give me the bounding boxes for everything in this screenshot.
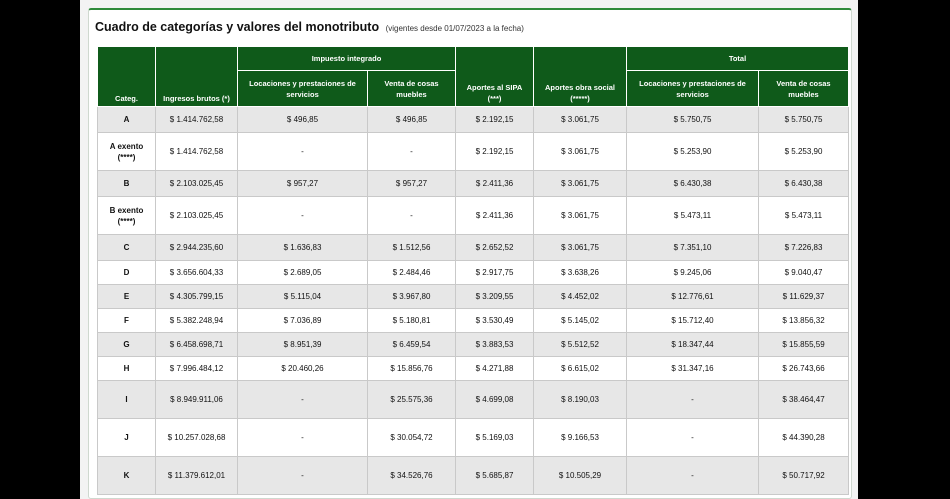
cell-imp-venta: $ 34.526,76: [368, 457, 456, 495]
table-row: [98, 197, 849, 235]
cell-obra-social: $ 3.061,75: [534, 197, 627, 235]
cell-sipa: $ 3.883,53: [456, 333, 534, 357]
cell-total-venta: $ 7.226,83: [759, 235, 849, 261]
cell-ingresos: $ 6.458.698,71: [156, 333, 238, 357]
cell-total-venta: $ 6.430,38: [759, 171, 849, 197]
cell-categ: [98, 107, 156, 133]
cell-ingresos: $ 8.949.911,06: [156, 381, 238, 419]
cell-imp-venta: $ 30.054,72: [368, 419, 456, 457]
cell-imp-venta: $ 15.856,76: [368, 357, 456, 381]
cell-total-locaciones: -: [627, 457, 759, 495]
categ-label: E: [123, 292, 130, 301]
cell-ingresos: $ 10.257.028,68: [156, 419, 238, 457]
cell-imp-locaciones: $ 8.951,39: [238, 333, 368, 357]
cell-ingresos: $ 2.944.235,60: [156, 235, 238, 261]
cell-total-locaciones: $ 6.430,38: [627, 171, 759, 197]
cell-sipa: $ 3.209,55: [456, 285, 534, 309]
header-impuesto-integrado: Impuesto integrado: [238, 47, 456, 71]
categ-label: G: [123, 340, 130, 349]
cell-sipa: $ 5.169,03: [456, 419, 534, 457]
cell-imp-venta: $ 496,85: [368, 107, 456, 133]
categ-note: (****): [117, 216, 136, 226]
cell-total-locaciones: $ 5.253,90: [627, 133, 759, 171]
cell-categ: [98, 333, 156, 357]
cell-categ: [98, 171, 156, 197]
cell-total-locaciones: $ 9.245,06: [627, 261, 759, 285]
cell-obra-social: $ 3.061,75: [534, 107, 627, 133]
categ-label: B: [123, 179, 130, 188]
table-title: [95, 20, 524, 34]
cell-imp-locaciones: -: [238, 133, 368, 171]
cell-total-venta: $ 15.855,59: [759, 333, 849, 357]
cell-total-locaciones: $ 15.712,40: [627, 309, 759, 333]
title-text: Cuadro de categorías y valores del monotributo: [95, 20, 380, 34]
cell-imp-locaciones: -: [238, 381, 368, 419]
categ-label: H: [123, 364, 130, 373]
header-total-locaciones: Locaciones y prestaciones de servicios: [627, 71, 759, 107]
cell-imp-locaciones: -: [238, 419, 368, 457]
cell-total-locaciones: -: [627, 381, 759, 419]
header-imp-locaciones: Locaciones y prestaciones de servicios: [238, 71, 368, 107]
cell-imp-venta: -: [368, 197, 456, 235]
cell-sipa: $ 2.411,36: [456, 171, 534, 197]
cell-imp-venta: $ 5.180,81: [368, 309, 456, 333]
header-obra-social: Aportes obra social (*****): [534, 47, 627, 107]
cell-total-venta: $ 9.040,47: [759, 261, 849, 285]
cell-imp-venta: $ 25.575,36: [368, 381, 456, 419]
table-row: [98, 381, 849, 419]
cell-categ: [98, 357, 156, 381]
header-ingresos: Ingresos brutos (*): [156, 47, 238, 107]
cell-total-venta: $ 13.856,32: [759, 309, 849, 333]
table-row: [98, 235, 849, 261]
cell-imp-venta: $ 1.512,56: [368, 235, 456, 261]
cell-total-locaciones: $ 5.473,11: [627, 197, 759, 235]
cell-total-venta: $ 26.743,66: [759, 357, 849, 381]
categ-label: C: [123, 243, 130, 252]
cell-imp-locaciones: $ 957,27: [238, 171, 368, 197]
cell-obra-social: $ 3.061,75: [534, 133, 627, 171]
cell-ingresos: $ 5.382.248,94: [156, 309, 238, 333]
cell-ingresos: $ 2.103.025,45: [156, 171, 238, 197]
cell-ingresos: $ 2.103.025,45: [156, 197, 238, 235]
cell-obra-social: $ 5.512,52: [534, 333, 627, 357]
cell-imp-venta: $ 6.459,54: [368, 333, 456, 357]
cell-imp-locaciones: $ 20.460,26: [238, 357, 368, 381]
cell-imp-venta: $ 957,27: [368, 171, 456, 197]
table-row: [98, 309, 849, 333]
cell-categ: [98, 285, 156, 309]
cell-total-locaciones: $ 12.776,61: [627, 285, 759, 309]
cell-sipa: $ 2.917,75: [456, 261, 534, 285]
cell-total-venta: $ 5.473,11: [759, 197, 849, 235]
cell-sipa: $ 2.411,36: [456, 197, 534, 235]
categ-label: A exento: [109, 141, 144, 151]
cell-obra-social: $ 5.145,02: [534, 309, 627, 333]
cell-obra-social: $ 3.638,26: [534, 261, 627, 285]
cell-sipa: $ 3.530,49: [456, 309, 534, 333]
cell-imp-locaciones: -: [238, 197, 368, 235]
header-total-venta: Venta de cosas muebles: [759, 71, 849, 107]
monotributo-table: [97, 46, 849, 495]
cell-ingresos: $ 3.656.604,33: [156, 261, 238, 285]
cell-imp-venta: -: [368, 133, 456, 171]
cell-ingresos: $ 4.305.799,15: [156, 285, 238, 309]
cell-total-venta: $ 11.629,37: [759, 285, 849, 309]
cell-sipa: $ 4.699,08: [456, 381, 534, 419]
cell-total-locaciones: $ 18.347,44: [627, 333, 759, 357]
table-row: [98, 107, 849, 133]
table-row: [98, 357, 849, 381]
table-row: [98, 133, 849, 171]
header-categ: Categ.: [98, 47, 156, 107]
cell-total-locaciones: $ 5.750,75: [627, 107, 759, 133]
cell-obra-social: $ 10.505,29: [534, 457, 627, 495]
cell-obra-social: $ 9.166,53: [534, 419, 627, 457]
cell-sipa: $ 2.652,52: [456, 235, 534, 261]
table-body: [98, 107, 849, 495]
categ-label: F: [124, 316, 129, 325]
title-subtitle: (vigentes desde 01/07/2023 a la fecha): [385, 24, 524, 33]
cell-categ: [98, 197, 156, 235]
categ-label: I: [125, 395, 128, 404]
cell-ingresos: $ 1.414.762,58: [156, 133, 238, 171]
header-sipa: Aportes al SIPA (***): [456, 47, 534, 107]
table-row: [98, 285, 849, 309]
cell-ingresos: $ 11.379.612,01: [156, 457, 238, 495]
cell-categ: [98, 309, 156, 333]
cell-obra-social: $ 3.061,75: [534, 171, 627, 197]
cell-imp-locaciones: $ 496,85: [238, 107, 368, 133]
table-row: [98, 261, 849, 285]
page-area: [80, 0, 858, 499]
header-total: Total: [627, 47, 849, 71]
cell-total-venta: $ 5.253,90: [759, 133, 849, 171]
cell-sipa: $ 4.271,88: [456, 357, 534, 381]
cell-categ: [98, 261, 156, 285]
cell-categ: [98, 133, 156, 171]
categ-label: D: [123, 268, 130, 277]
cell-ingresos: $ 1.414.762,58: [156, 107, 238, 133]
cell-sipa: $ 5.685,87: [456, 457, 534, 495]
cell-total-venta: $ 5.750,75: [759, 107, 849, 133]
monotributo-card: [88, 8, 852, 499]
cell-total-venta: $ 44.390,28: [759, 419, 849, 457]
cell-total-locaciones: $ 7.351,10: [627, 235, 759, 261]
cell-total-venta: $ 38.464,47: [759, 381, 849, 419]
cell-imp-locaciones: $ 1.636,83: [238, 235, 368, 261]
cell-categ: [98, 235, 156, 261]
cell-categ: [98, 381, 156, 419]
cell-obra-social: $ 6.615,02: [534, 357, 627, 381]
cell-obra-social: $ 3.061,75: [534, 235, 627, 261]
cell-imp-locaciones: $ 2.689,05: [238, 261, 368, 285]
categ-label: J: [124, 433, 129, 442]
cell-total-locaciones: -: [627, 419, 759, 457]
categ-label: K: [123, 471, 130, 480]
header-imp-venta: Venta de cosas muebles: [368, 71, 456, 107]
table-row: [98, 333, 849, 357]
cell-sipa: $ 2.192,15: [456, 107, 534, 133]
table-row: [98, 171, 849, 197]
cell-imp-locaciones: -: [238, 457, 368, 495]
cell-ingresos: $ 7.996.484,12: [156, 357, 238, 381]
cell-categ: [98, 419, 156, 457]
cell-imp-venta: $ 2.484,46: [368, 261, 456, 285]
cell-categ: [98, 457, 156, 495]
categ-label: B exento: [109, 205, 144, 215]
cell-obra-social: $ 8.190,03: [534, 381, 627, 419]
table-row: [98, 457, 849, 495]
cell-total-venta: $ 50.717,92: [759, 457, 849, 495]
table-row: [98, 419, 849, 457]
categ-label: A: [123, 115, 130, 124]
cell-imp-venta: $ 3.967,80: [368, 285, 456, 309]
cell-total-locaciones: $ 31.347,16: [627, 357, 759, 381]
cell-imp-locaciones: $ 7.036,89: [238, 309, 368, 333]
categ-note: (****): [117, 152, 136, 162]
cell-obra-social: $ 4.452,02: [534, 285, 627, 309]
cell-imp-locaciones: $ 5.115,04: [238, 285, 368, 309]
cell-sipa: $ 2.192,15: [456, 133, 534, 171]
